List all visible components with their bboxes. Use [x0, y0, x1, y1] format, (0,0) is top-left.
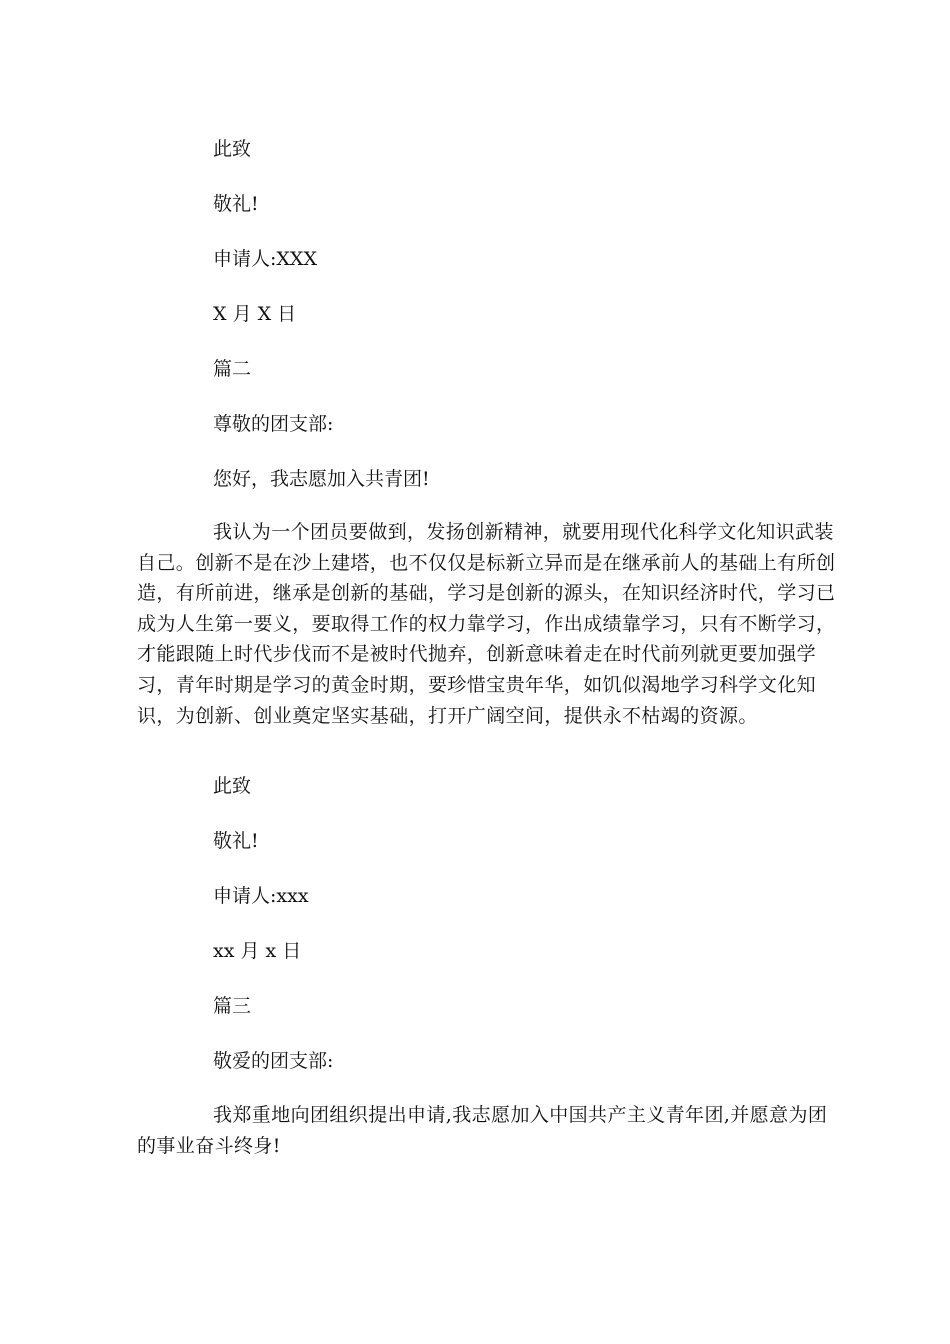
section-heading: 篇三	[213, 995, 252, 1017]
signer: 申请人:xxx	[213, 885, 309, 907]
closing-respect: 敬礼!	[213, 830, 259, 852]
date: xx 月 x 日	[213, 940, 302, 962]
closing-salutation: 此致	[213, 138, 252, 160]
closing-respect: 敬礼!	[213, 193, 259, 215]
body-paragraph: 我认为一个团员要做到，发扬创新精神，就要用现代化科学文化知识武装自己。创新不是在沙上建塔，也不仅仅是标新立异而是在继承前人的基础上有所创造，有所前进，继承是创新的基础，学习是创新的源头，在知识经济时代，学习已成为人生第一要义，要取得工作的权力靠学习，作出成绩靠学习，只有不断学习，才能跟随上时代步伐而不是被时代抛弃，创新意味着走在时代前列就更要加强学习，青年时期是学习的黄金时期，要珍惜宝贵年华，如饥似渴地学习科学文化知识，为创新、创业奠定坚实基础，打开广阔空间，提供永不枯竭的资源。	[137, 521, 836, 727]
body-paragraph: 我郑重地向团组织提出申请,我志愿加入中国共产主义青年团,并愿意为团的事业奋斗终身!	[137, 1104, 828, 1157]
date: X 月 X 日	[213, 303, 297, 325]
addressee: 敬爱的团支部:	[213, 1050, 334, 1072]
signer: 申请人:XXX	[213, 248, 317, 270]
greeting: 您好，我志愿加入共青团!	[213, 468, 430, 490]
section-heading: 篇二	[213, 358, 252, 380]
addressee: 尊敬的团支部:	[213, 413, 334, 435]
closing-salutation: 此致	[213, 775, 252, 797]
